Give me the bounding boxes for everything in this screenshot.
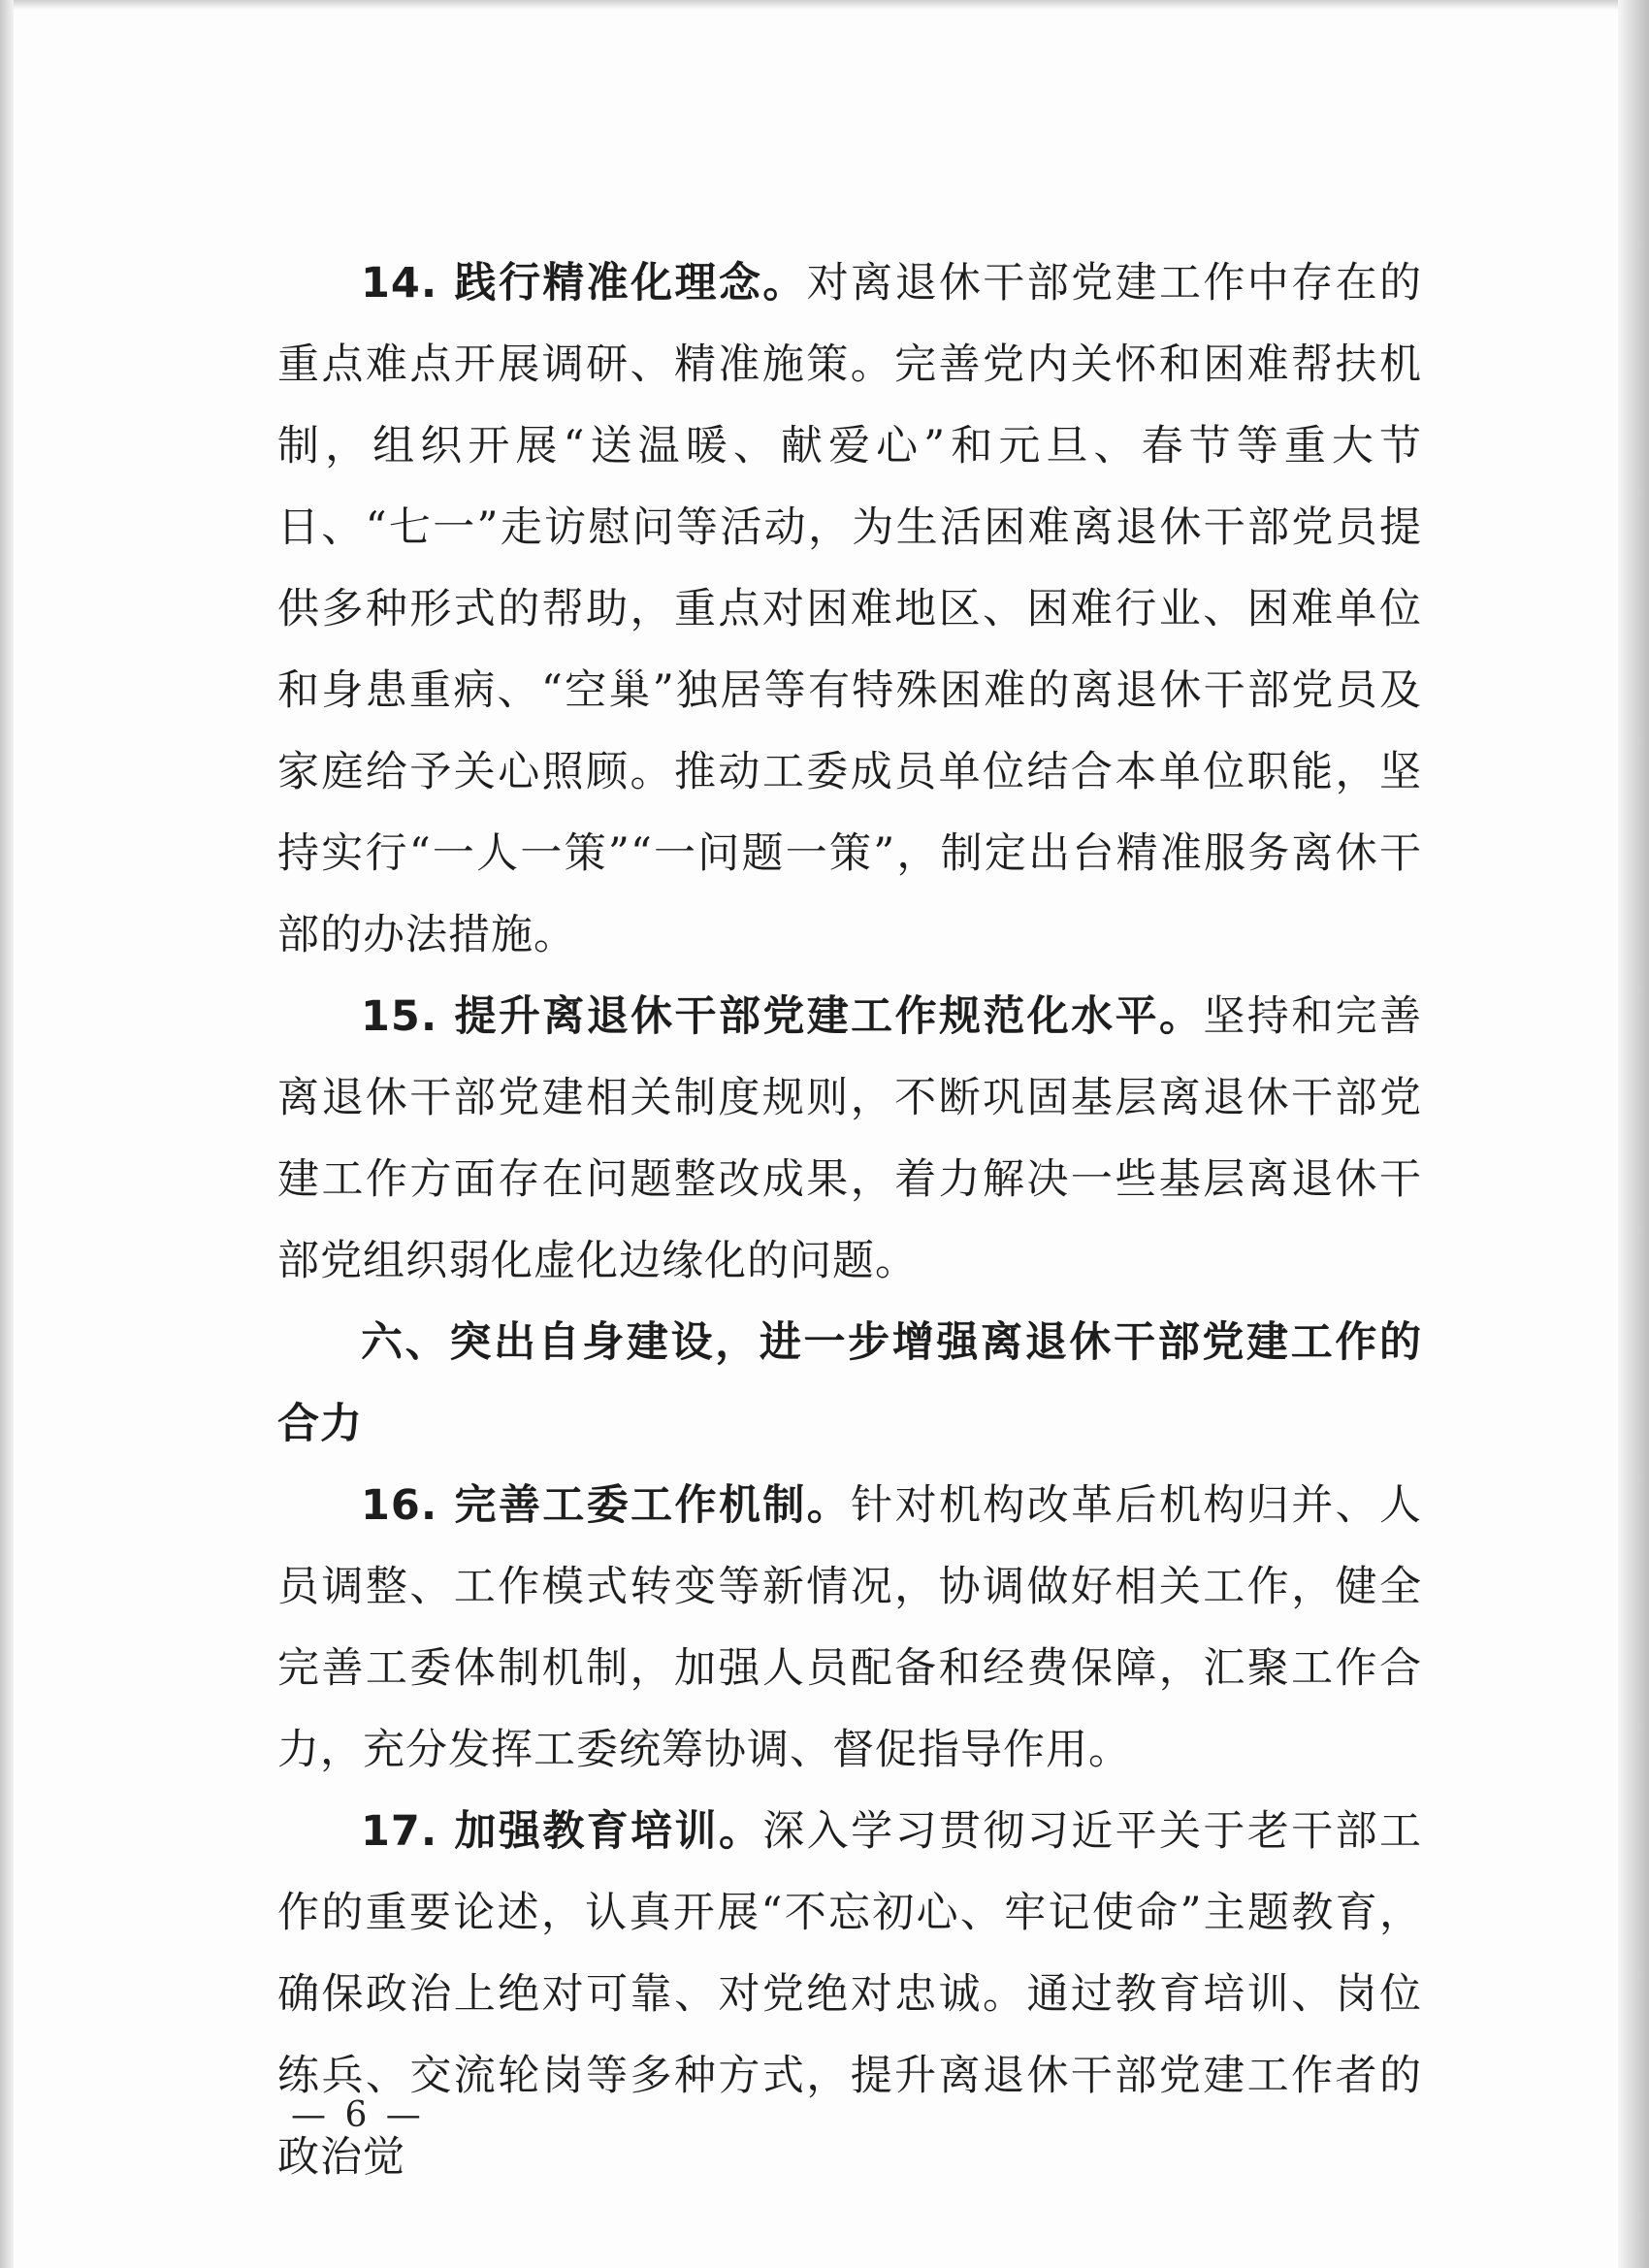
paragraph-17-heading: 17. 加强教育培训。 [361,1807,763,1856]
paragraph-17-body: 深入学习贯彻习近平关于老干部工作的重要论述，认真开展“不忘初心、牢记使命”主题教育，确保政治上绝对可靠、对党绝对忠诚。通过教育培训、岗位练兵、交流轮岗等多种方式，提升离退休干部党建工作者的政治觉 [277,1807,1423,2182]
paragraph-15-heading: 15. 提升离退休干部党建工作规范化水平。 [361,992,1204,1041]
paragraph-16-body: 针对机构改革后机构归并、人员调整、工作模式转变等新情况，协调做好相关工作，健全完善工委体制机制，加强人员配备和经费保障，汇聚工作合力，充分发挥工委统筹协调、督促指导作用。 [277,1481,1422,1774]
paragraph-14-body: 对离退休干部党建工作中存在的重点难点开展调研、精准施策。完善党内关怀和困难帮扶机制，组织开展“送温暖、献爱心”和元旦、春节等重大节日、“七一”走访慰问等活动，为生活困难离退休干部党员提供多种形式的帮助，重点对困难地区、困难行业、困难单位和身患重病、“空巢”独居等有特殊困难的离退休干部党员及家庭给予关心照顾。推动工委成员单位结合本单位职能，坚持实行“一人一策”“一问题一策”，制定出台精准服务离休干部的办法措施。 [277,259,1422,959]
body-text [277,243,1422,2198]
page-number: — 6 — [291,2095,425,2135]
paragraph-15-body: 坚持和完善离退休干部党建相关制度规则，不断巩固基层离退休干部党建工作方面存在问题整改成果，着力解决一些基层离退休干部党组织弱化虚化边缘化的问题。 [277,992,1422,1285]
scan-edge-left [0,0,14,2268]
paragraph-16-heading: 16. 完善工委工作机制。 [361,1481,852,1530]
paragraph-17 [277,1791,1422,2198]
paragraph-14 [277,243,1422,976]
paragraph-14-heading: 14. 践行精准化理念。 [361,259,807,308]
paragraph-16 [277,1465,1422,1791]
scan-edge-top [0,0,1649,10]
paragraph-15 [277,976,1422,1302]
section-six-heading: 六、突出自身建设，进一步增强离退休干部党建工作的合力 [277,1318,1422,1448]
scan-edge-right [1618,0,1649,2268]
